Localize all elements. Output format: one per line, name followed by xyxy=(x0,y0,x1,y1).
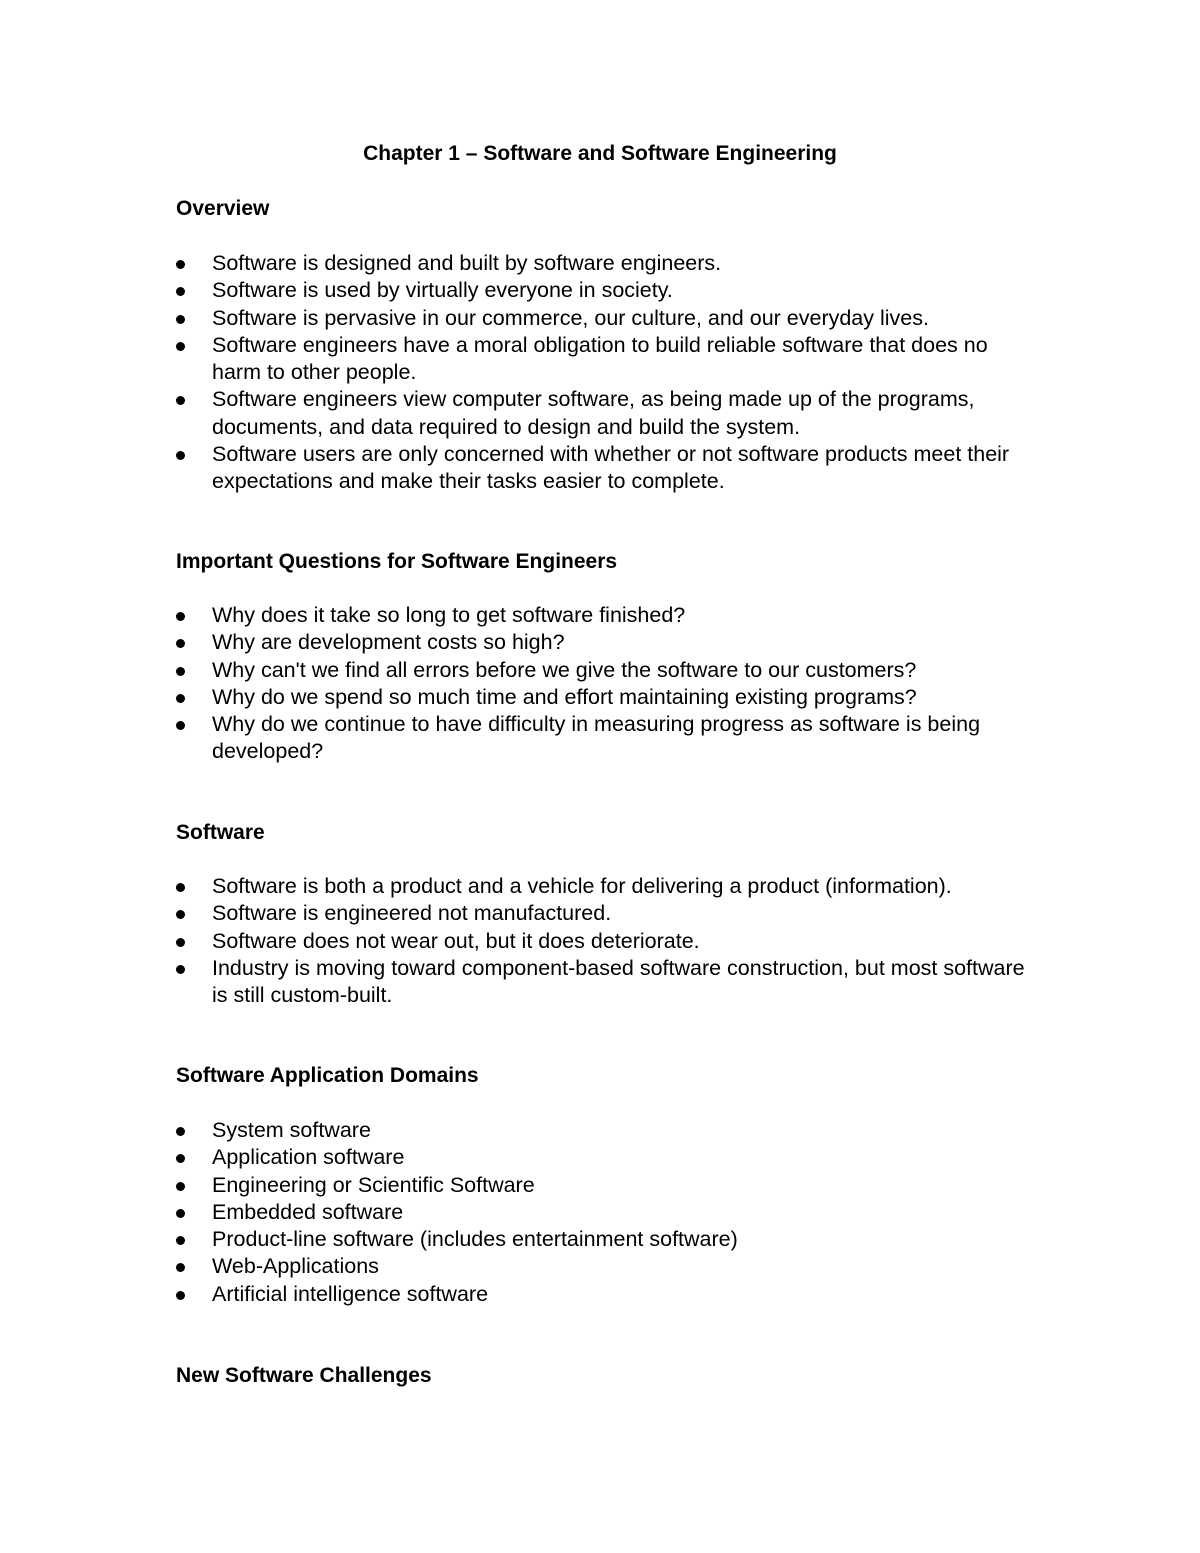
bullet-icon xyxy=(176,910,185,919)
bullet-icon xyxy=(176,639,185,648)
bullet-icon xyxy=(176,938,185,947)
list-item: Software is both a product and a vehicle for delivering a product (information). xyxy=(176,873,1036,900)
list-item: Why do we continue to have difficulty in measuring progress as software is being developed? xyxy=(176,711,1036,766)
bullet-icon xyxy=(176,1154,185,1163)
bullet-icon xyxy=(176,1182,185,1191)
bullet-icon xyxy=(176,612,185,621)
list-item: Artificial intelligence software xyxy=(176,1281,1036,1308)
software-list xyxy=(176,873,1036,1009)
section-heading-important-questions: Important Questions for Software Engineers xyxy=(176,550,618,573)
overview-list xyxy=(176,250,1036,496)
bullet-icon xyxy=(176,287,185,296)
list-item: Web-Applications xyxy=(176,1253,1036,1280)
list-item: Software is engineered not manufactured. xyxy=(176,900,1036,927)
list-item: Software does not wear out, but it does deteriorate. xyxy=(176,928,1036,955)
bullet-icon xyxy=(176,1127,185,1136)
list-item: Software engineers view computer software, as being made up of the programs, documents, and data required to design and build the system. xyxy=(176,386,1036,441)
list-item: Software is pervasive in our commerce, our culture, and our everyday lives. xyxy=(176,305,1036,332)
bullet-icon xyxy=(176,1263,185,1272)
list-item: Software is designed and built by software engineers. xyxy=(176,250,1036,277)
page-title: Chapter 1 – Software and Software Engineering xyxy=(363,142,837,165)
list-item: Why does it take so long to get software finished? xyxy=(176,602,1036,629)
list-item: Embedded software xyxy=(176,1199,1036,1226)
section-heading-software: Software xyxy=(176,821,265,844)
section-heading-overview: Overview xyxy=(176,197,270,220)
list-item: Software users are only concerned with whether or not software products meet their expectations and make their tasks easier to complete. xyxy=(176,441,1036,496)
bullet-icon xyxy=(176,260,185,269)
list-item: Why are development costs so high? xyxy=(176,629,1036,656)
list-item: Software engineers have a moral obligation to build reliable software that does no harm to other people. xyxy=(176,332,1036,387)
bullet-icon xyxy=(176,667,185,676)
list-item: Why do we spend so much time and effort maintaining existing programs? xyxy=(176,684,1036,711)
bullet-icon xyxy=(176,721,185,730)
important-questions-list xyxy=(176,602,1036,766)
list-item: Industry is moving toward component-based software construction, but most software is still custom-built. xyxy=(176,955,1036,1010)
bullet-icon xyxy=(176,396,185,405)
bullet-icon xyxy=(176,1209,185,1218)
bullet-icon xyxy=(176,342,185,351)
list-item: System software xyxy=(176,1117,1036,1144)
list-item: Product-line software (includes entertainment software) xyxy=(176,1226,1036,1253)
list-item: Software is used by virtually everyone in society. xyxy=(176,277,1036,304)
bullet-icon xyxy=(176,883,185,892)
bullet-icon xyxy=(176,1236,185,1245)
bullet-icon xyxy=(176,1291,185,1300)
section-heading-new-challenges: New Software Challenges xyxy=(176,1364,432,1387)
section-heading-application-domains: Software Application Domains xyxy=(176,1064,479,1087)
bullet-icon xyxy=(176,451,185,460)
list-item: Why can't we find all errors before we give the software to our customers? xyxy=(176,657,1036,684)
bullet-icon xyxy=(176,315,185,324)
bullet-icon xyxy=(176,694,185,703)
bullet-icon xyxy=(176,965,185,974)
application-domains-list xyxy=(176,1117,1036,1308)
list-item: Engineering or Scientific Software xyxy=(176,1172,1036,1199)
list-item: Application software xyxy=(176,1144,1036,1171)
